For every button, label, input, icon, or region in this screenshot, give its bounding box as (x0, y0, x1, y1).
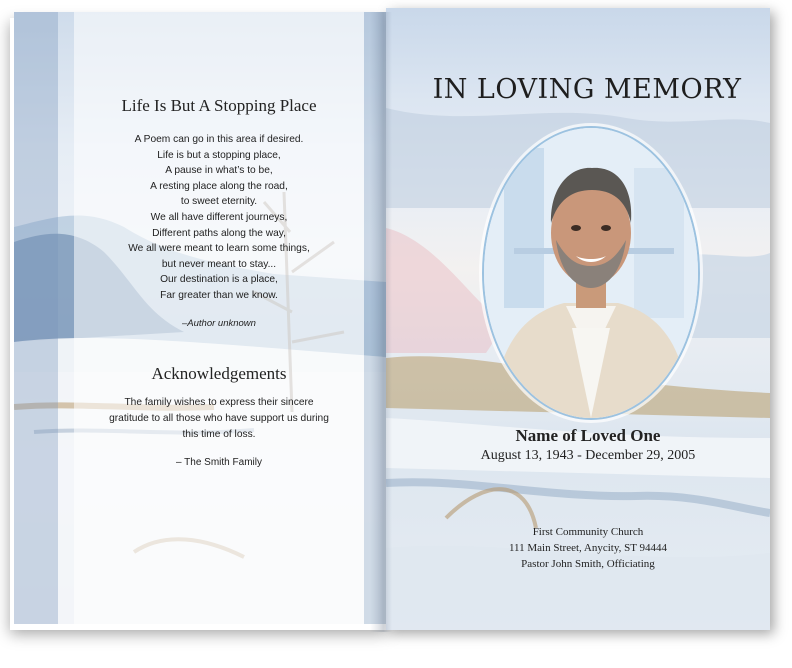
poem-author: –Author unknown (182, 318, 256, 329)
fold-crease (370, 12, 392, 632)
poem-line: We all were meant to learn some things, (128, 243, 310, 255)
poem-line: to sweet eternity. (180, 196, 258, 208)
acknowledgements-title: Acknowledgements (151, 364, 287, 383)
cover-panel (386, 8, 770, 630)
poem-line: A resting place along the road, (150, 180, 288, 192)
acknowledgements-line: this time of loss. (182, 429, 256, 440)
service-info (386, 524, 770, 572)
poem-text (74, 132, 364, 304)
inside-panel (14, 12, 386, 624)
vellum-edge-left (14, 12, 58, 624)
poem-line: Different paths along the way, (152, 227, 286, 239)
deceased-name: Name of Loved One (515, 426, 661, 445)
life-dates: August 13, 1943 - December 29, 2005 (480, 448, 696, 463)
service-line: 111 Main Street, Anycity, ST 94444 (508, 542, 668, 554)
cover-title: IN LOVING MEMORY (432, 74, 742, 105)
poem-line: We all have different journeys, (150, 211, 288, 223)
poem-line: Our destination is a place, (160, 274, 278, 286)
poem-line: Life is but a stopping place, (157, 149, 281, 161)
poem-line: A Poem can go in this area if desired. (134, 134, 304, 145)
poem-line: A pause in what’s to be, (165, 165, 273, 177)
poem-line: Far greater than we know. (160, 289, 278, 301)
acknowledgements-text (74, 395, 364, 443)
portrait-photo (482, 126, 700, 420)
poem-title: Life Is But A Stopping Place (121, 96, 317, 115)
acknowledgements-signature: – The Smith Family (176, 457, 262, 468)
service-line: First Community Church (532, 526, 644, 538)
portrait-illustration (484, 128, 698, 418)
acknowledgements-line: gratitude to all those who have support us during (109, 413, 329, 424)
poem-line: but never meant to stay... (161, 258, 277, 270)
acknowledgements-line: The family wishes to express their sincere (124, 397, 314, 408)
service-line: Pastor John Smith, Officiating (521, 558, 655, 570)
